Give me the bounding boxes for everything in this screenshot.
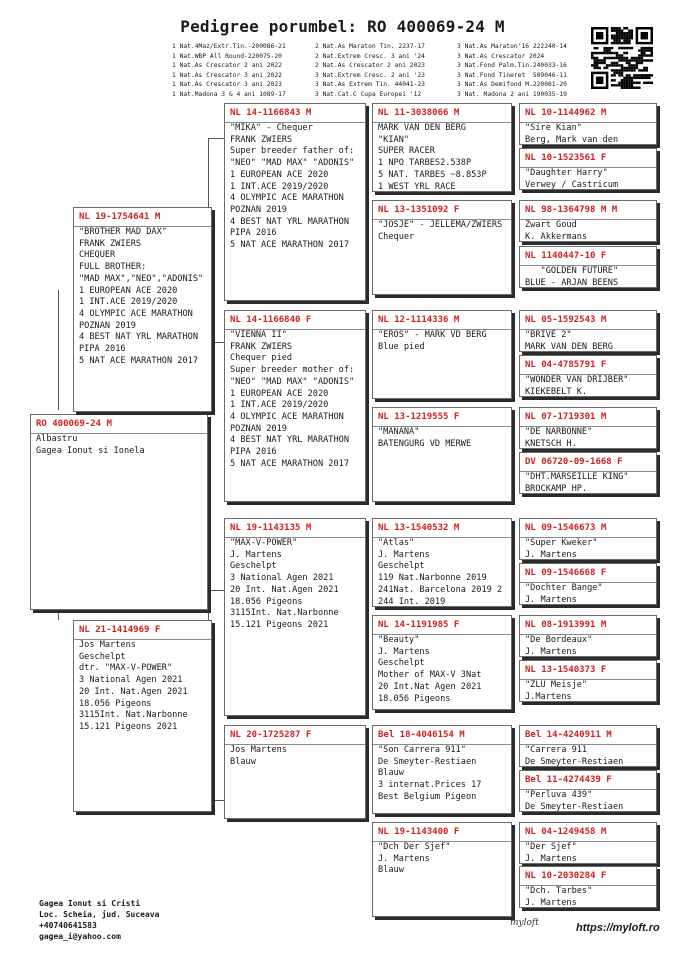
result-entry: 3 Nat.As Maraton'16 222240-14 bbox=[457, 43, 567, 50]
pedigree-line: 4 BEST NAT YRL MARATHON bbox=[79, 332, 198, 343]
page-title: Pedigree porumbel: RO 400069-24 M bbox=[180, 17, 505, 36]
pedigree-line: J. Martens bbox=[525, 549, 577, 560]
pedigree-line: Super breeder mother of: bbox=[230, 365, 355, 376]
pedigree-line: CHEQUER bbox=[79, 250, 116, 261]
result-entry: 3 Nat.As Crescator 2024 bbox=[457, 52, 545, 60]
great-grandparent-card bbox=[372, 822, 512, 917]
pedigree-line: De Smeyter-Restiaen bbox=[525, 801, 624, 812]
ancestor-card bbox=[519, 148, 657, 190]
pedigree-line: 15.121 Pigeons 2021 bbox=[79, 721, 178, 732]
subject-pigeon-card bbox=[30, 414, 208, 610]
pedigree-line: "VIENNA II" bbox=[230, 330, 287, 340]
pedigree-line: 5 NAT ACE MARATHON 2017 bbox=[230, 458, 349, 469]
pedigree-line: "Perluva 439" bbox=[525, 790, 593, 800]
pedigree-line: Mother of MAX-V 3Nat bbox=[378, 670, 482, 681]
pedigree-line: "Sire Kian" bbox=[525, 123, 582, 133]
pedigree-line: J. Martens bbox=[378, 853, 430, 864]
pigeon-details bbox=[373, 631, 511, 705]
pedigree-line: "JOSJE" - JELLEMA/ZWIERS bbox=[378, 220, 503, 230]
pedigree-line: BATENGURG VD MERWE bbox=[378, 438, 472, 449]
pedigree-line: K. Akkermans bbox=[525, 231, 588, 242]
pedigree-line: +40740641583 bbox=[39, 921, 97, 930]
pedigree-line: Blauw bbox=[230, 756, 256, 767]
great-grandparent-card bbox=[372, 615, 512, 710]
ancestor-card bbox=[519, 770, 657, 812]
ancestor-card bbox=[519, 310, 657, 352]
great-grandparent-card bbox=[372, 407, 512, 502]
pedigree-line: 4 BEST NAT YRL MARATHON bbox=[230, 216, 349, 227]
ring-id: NL 14-1166843 M bbox=[230, 108, 312, 118]
ring-id: NL 09-1546668 F bbox=[525, 568, 607, 578]
ring-id: Bel 14-4240911 M bbox=[525, 730, 612, 740]
pedigree-line: Jos Martens bbox=[230, 745, 287, 755]
great-grandparent-card bbox=[372, 103, 512, 192]
pedigree-line: "EROS" - MARK VD BERG bbox=[378, 330, 487, 340]
ring-id: NL 04-1249458 M bbox=[525, 827, 607, 837]
pedigree-line: 1 EUROPEAN ACE 2020 bbox=[230, 388, 329, 399]
ancestor-card bbox=[519, 615, 657, 657]
pedigree-line: Berg, Mark van den bbox=[525, 134, 619, 145]
pedigree-line: PIPA 2016 bbox=[230, 228, 277, 239]
pedigree-line: J. Martens bbox=[230, 549, 282, 560]
pigeon-details bbox=[225, 741, 365, 768]
pigeon-details bbox=[373, 838, 511, 877]
ancestor-card bbox=[519, 452, 657, 494]
pedigree-line: Verwey / Castricum bbox=[525, 179, 619, 190]
pedigree-line: 3115Int. Nat.Narbonne bbox=[230, 608, 339, 619]
pedigree-line: 4 BEST NAT YRL MARATHON bbox=[230, 435, 349, 446]
pedigree-line: De Smeyter-Restiaen bbox=[525, 756, 624, 767]
pedigree-line: 1 NPO TARBES2.538P bbox=[378, 158, 472, 169]
sire-ring-id: NL 19-1754641 M bbox=[79, 212, 161, 222]
pigeon-details bbox=[373, 119, 511, 192]
pedigree-line: 1 WEST YRL RACE bbox=[378, 181, 456, 192]
ring-id: NL 10-1144962 M bbox=[525, 108, 607, 118]
dam-details bbox=[74, 636, 211, 734]
ancestor-card bbox=[519, 103, 657, 145]
connector-line bbox=[208, 590, 224, 591]
ancestor-card bbox=[519, 866, 657, 908]
pedigree-line: "NEO" "MAD MAX" "ADONIS" bbox=[230, 376, 355, 387]
connector-line bbox=[208, 138, 224, 139]
result-entry: 3 Nat. Madona 2 ani 190035-19 bbox=[457, 90, 567, 98]
sire-card bbox=[73, 207, 212, 412]
ring-id: NL 1140447-10 F bbox=[525, 251, 607, 261]
ring-id: NL 98-1364798 M M bbox=[525, 205, 618, 215]
pedigree-line: 244 Int. 2019 bbox=[378, 596, 446, 607]
breeder-contact bbox=[39, 898, 159, 942]
result-entry: 3 Nat.As Demifond M.220081-20 bbox=[457, 81, 567, 89]
pigeon-details bbox=[373, 216, 511, 243]
pedigree-line: "Super Kweker" bbox=[525, 538, 598, 548]
ring-id: NL 13-1219555 F bbox=[378, 412, 460, 422]
ring-id: DV 06720-09-1668 F bbox=[525, 457, 623, 467]
pedigree-line: 3 National Agen 2021 bbox=[79, 675, 183, 686]
pedigree-line: 3 internat.Prices 17 bbox=[378, 780, 482, 791]
great-grandparent-card bbox=[372, 310, 512, 399]
result-entry: 1 Nat.As Crescator 3 ani 2023 bbox=[172, 81, 282, 89]
pedigree-line: J.Martens bbox=[525, 691, 572, 702]
pedigree-line: 5 NAT ACE MARATHON 2017 bbox=[79, 355, 198, 366]
ring-id: NL 10-2030284 F bbox=[525, 871, 607, 881]
pedigree-line: "WONDER VAN DRIJBER" bbox=[525, 375, 629, 385]
connector-line bbox=[58, 290, 59, 410]
ring-id: NL 07-1719301 M bbox=[525, 412, 607, 422]
pedigree-line: "MAD MAX","NEO","ADONIS" bbox=[79, 273, 204, 284]
sire-details bbox=[74, 223, 211, 367]
pedigree-line: Zwart Goud bbox=[525, 220, 577, 230]
pedigree-line: FRANK ZWIERS bbox=[230, 341, 293, 352]
pedigree-line: "Son Carrera 911" bbox=[378, 745, 466, 755]
pedigree-line: Best Belgium Pigeon bbox=[378, 791, 477, 802]
result-entry: 1 Nat.Madona 3 & 4 ani 1089-17 bbox=[172, 90, 286, 98]
dam-ring-id: NL 21-1414969 F bbox=[79, 625, 161, 635]
pedigree-line: J. Martens bbox=[525, 853, 577, 864]
myloft-logo: myloft bbox=[510, 918, 539, 928]
ring-id: NL 14-1191985 F bbox=[378, 620, 460, 630]
pedigree-line: BLUE - ARJAN BEENS bbox=[525, 277, 619, 288]
pedigree-line: MARK VAN DEN BERG bbox=[378, 123, 466, 133]
great-grandparent-card bbox=[372, 725, 512, 814]
grandparent-card bbox=[224, 725, 366, 819]
pedigree-line: "DE NARBONNE" bbox=[525, 427, 593, 437]
ring-id: NL 09-1546673 M bbox=[525, 523, 607, 533]
subject-ring-id: RO 400069-24 M bbox=[36, 419, 112, 429]
pedigree-line: J. Martens bbox=[525, 646, 577, 657]
result-entry: 1 Nat.As Crescator 3 ani 2022 bbox=[172, 71, 282, 79]
pedigree-line: Geschelpt bbox=[230, 561, 277, 572]
ancestor-card bbox=[519, 246, 657, 288]
pedigree-line: "Daughter Harry" bbox=[525, 168, 608, 178]
pedigree-line: KNETSCH H. bbox=[525, 438, 577, 449]
ring-id: NL 19-1143400 F bbox=[378, 827, 460, 837]
pedigree-line: Blauw bbox=[378, 768, 404, 779]
grandparent-card bbox=[224, 518, 366, 716]
pedigree-line: SUPER RACER bbox=[378, 146, 435, 157]
ring-id: NL 13-1540373 F bbox=[525, 665, 607, 675]
pedigree-line: Super breeder father of: bbox=[230, 146, 355, 157]
ring-id: Bel 18-4046154 M bbox=[378, 730, 465, 740]
pedigree-line: "Dochter Bange" bbox=[525, 583, 603, 593]
dam-card bbox=[73, 620, 212, 812]
pedigree-line: Gagea Ionut si Ionela bbox=[36, 445, 145, 456]
pedigree-line: J. Martens bbox=[525, 897, 577, 908]
ancestor-card bbox=[519, 822, 657, 864]
pedigree-line: Chequer pied bbox=[230, 353, 293, 364]
pedigree-line: "MAX-V-POWER" bbox=[230, 538, 298, 548]
grandparent-card bbox=[224, 310, 366, 502]
pedigree-line: 20 Int.Nat Agen 2021 bbox=[378, 681, 482, 692]
pedigree-line: 5 NAT ACE MARATHON 2017 bbox=[230, 240, 349, 251]
ring-id: NL 13-1540532 M bbox=[378, 523, 460, 533]
pedigree-line: FRANK ZWIERS bbox=[230, 134, 293, 145]
pedigree-line: "BRIVE 2" bbox=[525, 330, 572, 340]
result-entry: 3 Nat.Cat.C Cupa Europei '12 bbox=[315, 90, 422, 98]
pedigree-line: PIPA 2016 bbox=[79, 344, 126, 355]
ancestor-card bbox=[519, 518, 657, 560]
pedigree-line: "Dch. Tarbes" bbox=[525, 886, 593, 896]
pedigree-line: "ZLU Meisje" bbox=[525, 680, 588, 690]
ring-id: NL 08-1913991 M bbox=[525, 620, 607, 630]
result-entry: 3 Nat.Fond Palm.Tin.240033-16 bbox=[457, 62, 567, 70]
pedigree-line: FRANK ZWIERS bbox=[79, 238, 142, 249]
pedigree-line: J. Martens bbox=[378, 646, 430, 657]
pedigree-line: BROCKAMP HP. bbox=[525, 483, 588, 494]
result-entry: 1 Nat.As Crescator 2 ani 2022 bbox=[172, 62, 282, 70]
result-entry: 2 Nat.As Maraton Tin. 2237-17 bbox=[315, 43, 425, 50]
pedigree-line: "De Bordeaux" bbox=[525, 635, 593, 645]
pedigree-line: POZNAN 2019 bbox=[230, 423, 287, 434]
pedigree-line: "Atlas" bbox=[378, 538, 415, 548]
pedigree-line: J. Martens bbox=[525, 594, 577, 605]
pedigree-line: 20 Int. Nat.Agen 2021 bbox=[230, 584, 339, 595]
pedigree-line: Albastru bbox=[36, 434, 78, 444]
pedigree-line: "MIKA" - Chequer bbox=[230, 123, 313, 133]
pedigree-line: "GOLDEN FUTURE" bbox=[525, 266, 619, 276]
pedigree-line: 1 EUROPEAN ACE 2020 bbox=[230, 169, 329, 180]
pedigree-line: "BROTHER MAD DAX" bbox=[79, 227, 167, 237]
pedigree-line: 5 NAT. TARBES ~8.853P bbox=[378, 169, 487, 180]
pedigree-line: "NEO" "MAD MAX" "ADONIS" bbox=[230, 158, 355, 169]
qr-code-icon bbox=[591, 27, 653, 89]
results-column-2 bbox=[315, 42, 425, 100]
grandparent-card bbox=[224, 103, 366, 301]
pedigree-line: 18.056 Pigeons bbox=[230, 596, 303, 607]
pedigree-line: Blue pied bbox=[378, 341, 425, 352]
result-entry: 3 Nat.As Extrem Tin. 44041-23 bbox=[315, 81, 425, 89]
results-column-3 bbox=[457, 42, 567, 100]
pedigree-line: POZNAN 2019 bbox=[79, 320, 136, 331]
pigeon-details bbox=[225, 119, 365, 252]
result-entry: 3 Nat.Extrem Cresc. 2 ani '23 bbox=[315, 71, 425, 79]
ring-id: NL 13-1351092 F bbox=[378, 205, 460, 215]
ring-id: NL 10-1523561 F bbox=[525, 153, 607, 163]
result-entry: 1 Nat.4Maz/Extr.Tin.-200086-21 bbox=[172, 43, 286, 50]
pedigree-line: 4 OLYMPIC ACE MARATHON bbox=[230, 193, 344, 204]
pedigree-line: dtr. "MAX-V-POWER" bbox=[79, 663, 173, 674]
pedigree-line: J. Martens bbox=[378, 549, 430, 560]
result-entry: 2 Nat.Extrem Cresc. 3 ani '24 bbox=[315, 52, 425, 60]
pedigree-line: POZNAN 2019 bbox=[230, 204, 287, 215]
pedigree-line: Geschelpt bbox=[378, 561, 425, 572]
ancestor-card bbox=[519, 660, 657, 702]
pedigree-line: "Dch Der Sjef" bbox=[378, 842, 451, 852]
ring-id: NL 14-1166840 F bbox=[230, 315, 312, 325]
ancestor-card bbox=[519, 200, 657, 242]
ancestor-card bbox=[519, 355, 657, 397]
great-grandparent-card bbox=[372, 200, 512, 295]
pedigree-line: 4 OLYMPIC ACE MARATHON bbox=[79, 308, 193, 319]
pigeon-details bbox=[225, 326, 365, 470]
pedigree-line: 3 National Agen 2021 bbox=[230, 573, 334, 584]
website-link[interactable]: https://myloft.ro bbox=[576, 922, 660, 934]
ring-id: Bel 11-4274439 F bbox=[525, 775, 612, 785]
pedigree-line: 20 Int. Nat.Agen 2021 bbox=[79, 686, 188, 697]
pedigree-line: PIPA 2016 bbox=[230, 447, 277, 458]
pedigree-line: FULL BROTHER: bbox=[79, 262, 147, 273]
ancestor-card bbox=[519, 563, 657, 605]
pedigree-line: De Smeyter-Restiaen bbox=[378, 756, 477, 767]
pigeon-details bbox=[373, 534, 511, 607]
ancestor-card bbox=[519, 725, 657, 767]
great-grandparent-card bbox=[372, 518, 512, 607]
pedigree-line: 119 Nat.Narbonne 2019 bbox=[378, 573, 487, 584]
result-entry: 1 Nat.WBP All Round-220075-20 bbox=[172, 52, 282, 60]
pedigree-line: Loc. Scheia, jud. Suceava bbox=[39, 910, 160, 919]
result-entry: 2 Nat.As Crescator 2 ani 2023 bbox=[315, 62, 425, 70]
pedigree-line: KIEKEBELT K. bbox=[525, 386, 588, 397]
pedigree-line: 241Nat. Barcelona 2019 2 bbox=[378, 584, 503, 595]
pedigree-line: 1 INT.ACE 2019/2020 bbox=[79, 297, 178, 308]
pedigree-line: 1 INT.ACE 2019/2020 bbox=[230, 400, 329, 411]
ring-id: NL 19-1143135 M bbox=[230, 523, 312, 533]
pedigree-line: 3115Int. Nat.Narbonne bbox=[79, 710, 188, 721]
ring-id: NL 11-3038066 M bbox=[378, 108, 460, 118]
subject-details bbox=[31, 430, 207, 457]
pedigree-line: "Carrera 911 bbox=[525, 745, 588, 755]
pedigree-line: Geschelpt bbox=[378, 658, 425, 669]
pedigree-line: "KIAN" bbox=[378, 134, 410, 145]
ring-id: NL 12-1114336 M bbox=[378, 315, 460, 325]
pedigree-line: "MANANA" bbox=[378, 427, 420, 437]
ring-id: NL 04-4785791 F bbox=[525, 360, 607, 370]
ring-id: NL 05-1592543 M bbox=[525, 315, 607, 325]
pedigree-line: MARK VAN DEN BERG bbox=[525, 341, 613, 352]
pigeon-details bbox=[225, 534, 365, 632]
pedigree-line: 1 INT.ACE 2019/2020 bbox=[230, 181, 329, 192]
ancestor-card bbox=[519, 407, 657, 449]
pedigree-line: 4 OLYMPIC ACE MARATHON bbox=[230, 411, 344, 422]
pedigree-line: 18.056 Pigeons bbox=[378, 693, 451, 704]
pigeon-details bbox=[373, 741, 511, 804]
pedigree-line: Chequer bbox=[378, 231, 415, 242]
pedigree-line: "Der Sjef" bbox=[525, 842, 577, 852]
results-column-1 bbox=[172, 42, 286, 100]
ring-id: NL 20-1725287 F bbox=[230, 730, 312, 740]
pedigree-line: Blauw bbox=[378, 865, 404, 876]
pedigree-line: "DHT.MARSEILLE KING" bbox=[525, 472, 629, 482]
pedigree-line: 15.121 Pigeons 2021 bbox=[230, 619, 329, 630]
pedigree-line: 1 EUROPEAN ACE 2020 bbox=[79, 285, 178, 296]
pedigree-line: Jos Martens bbox=[79, 640, 136, 650]
pedigree-line: "Beauty" bbox=[378, 635, 420, 645]
result-entry: 3 Nat.Fond Tineret 509046-11 bbox=[457, 71, 567, 79]
pedigree-line: Geschelpt bbox=[79, 651, 126, 662]
pigeon-details bbox=[373, 423, 511, 450]
pedigree-line: gagea_i@yahoo.com bbox=[39, 932, 121, 941]
pedigree-line: Gagea Ionut si Cristi bbox=[39, 899, 141, 908]
pedigree-line: 18.056 Pigeons bbox=[79, 698, 152, 709]
pigeon-details bbox=[373, 326, 511, 353]
